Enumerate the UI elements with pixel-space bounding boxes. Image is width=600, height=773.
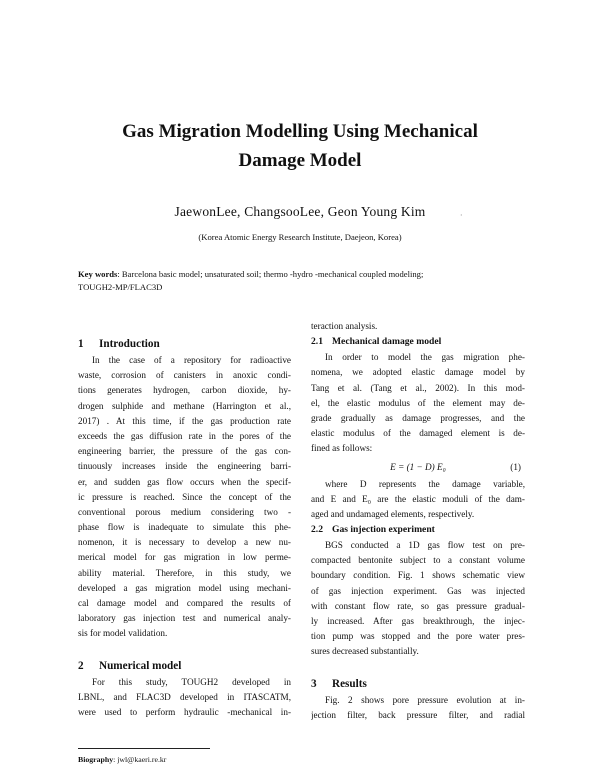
mechanical-damage-body (311, 350, 525, 456)
affiliation: (Korea Atomic Energy Research Institute, Daejeon, Korea) (198, 232, 402, 242)
paragraph-line: grade gradually as damage progresses, and the (311, 412, 525, 423)
paragraph-line: BGS conducted a 1D gas flow test on pre- (325, 540, 525, 551)
paper-title-line-1: Gas Migration Modelling Using Mechanical (122, 121, 478, 142)
paragraph-line: developed a gas migration model using mechani- (78, 582, 291, 593)
footnote-label: Biography (78, 755, 114, 764)
paragraph-line: nomenon, it is necessary to develop a new nu- (78, 537, 291, 548)
paragraph-line: fined as follows: (311, 443, 373, 454)
paragraph-line: cal damage model and compared the results of (78, 598, 291, 608)
paragraph-line: el, the elastic modulus of the element may de- (311, 397, 525, 408)
results-body (311, 693, 525, 723)
paragraph-line: laboratory gas injection test and numerical analy- (78, 613, 291, 624)
paragraph-line: compacted bentonite subject to a constant volume (311, 555, 525, 566)
introduction-body (78, 353, 291, 642)
paragraph-line: phase flow is inadequate to simulate this phe- (78, 522, 291, 533)
left-column (78, 335, 291, 720)
paragraph-line: sis for model validation. (78, 628, 168, 639)
paragraph-line: exceeds the gas diffusion rate in the pores of the (78, 430, 291, 441)
paragraph-line: boundary condition. Fig. 1 shows schematic view (311, 570, 525, 581)
paragraph-line: tinuously increases inside the engineering barri- (78, 461, 291, 472)
footnote-text: : jwl@kaeri.re.kr (113, 755, 167, 764)
paper-title-line-2: Damage Model (238, 150, 362, 171)
section-heading-mechanical-damage: 2.1 Mechanical damage model (311, 336, 442, 348)
footnote-rule (78, 748, 210, 749)
paragraph-line: ic pressure is reached. Since the concept of the (78, 491, 291, 502)
paragraph-line: with constant flow rate, so gas pressure gradual- (311, 600, 525, 611)
gas-injection-body (311, 538, 525, 660)
paragraph-line: elastic modulus of the damaged element is de- (311, 428, 525, 439)
paragraph-line: tion pump was stopped and the pore water pres- (311, 631, 525, 642)
paragraph-line: In the case of a repository for radioactive (92, 355, 291, 365)
paragraph-line: conventional porous medium considering two - (78, 506, 291, 517)
keywords-line-1: : Barcelona basic model; unsaturated soil; thermo -hydro -mechanical coupled modeling; (117, 269, 424, 279)
paragraph-line: Fig. 2 shows pore pressure evolution at in- (325, 694, 525, 705)
keywords-label: Key words (78, 269, 118, 279)
paragraph-line: For this study, TOUGH2 developed in (92, 676, 291, 687)
section-heading-results: 3 Results (311, 677, 367, 690)
equation-number: (1) (510, 461, 521, 472)
paragraph-line: er, and sudden gas flow occurs when the specif- (78, 476, 291, 487)
stray-mark: · (460, 211, 463, 220)
paragraph-line: where D represents the damage variable, (325, 478, 525, 489)
equation-explanation (311, 477, 525, 523)
paragraph-line: jection filter, back pressure filter, and radial (311, 709, 525, 720)
paragraph-line: were used to perform hydraulic -mechanical in- (78, 706, 291, 717)
equation-text: E = (1 − D) E₀ (390, 461, 446, 472)
section-heading-gas-injection: 2.2 Gas injection experiment (311, 524, 435, 536)
paragraph-line: drogen sulphide and methane (Harrington et al., (78, 400, 291, 411)
paragraph-line: ability material. Therefore, in this study, we (78, 567, 291, 578)
paragraph-line: and E and E₀ are the elastic moduli of the dam- (311, 493, 525, 504)
numerical-model-body (78, 675, 291, 721)
paragraph-line: aged and undamaged elements, respectively. (311, 508, 475, 519)
paragraph-line: Tang et al. (Tang et al., 2002). In this mod- (311, 382, 525, 393)
keywords-block (78, 268, 528, 294)
paragraph-line: tions generates hydrogen, carbon dioxide, hy- (78, 385, 291, 396)
section-heading-numerical-model: 2 Numerical model (78, 659, 182, 672)
paragraph-line: teraction analysis. (311, 321, 378, 331)
keywords-line-2: TOUGH2-MP/FLAC3D (78, 282, 163, 292)
paragraph-line: sures decreased substantially. (311, 646, 419, 657)
right-column (311, 319, 525, 723)
footnote (78, 755, 166, 764)
paragraph-line: 2017) . At this time, if the gas production rate (78, 415, 291, 426)
equation-1 (311, 457, 525, 477)
paragraph-line: nomena, we adopted elastic damage model by (311, 367, 525, 378)
paragraph-line: engineering barrier, the pressure of the gas con- (78, 446, 291, 457)
paragraph-line: merical model for gas migration in low perme- (78, 552, 291, 563)
section-heading-introduction: 1 Introduction (78, 338, 160, 350)
paragraph-line: ly increased. After gas breakthrough, the injec- (311, 616, 525, 626)
paragraph-line: LBNL, and FLAC3D developed in ITASCATM, (78, 691, 291, 702)
paragraph-line: of gas injection experiment. Gas was injected (311, 585, 525, 596)
paragraph-line: In order to model the gas migration phe- (325, 352, 525, 363)
paragraph-line: waste, corrosion of canisters in anoxic condi- (78, 370, 291, 381)
authors: JaewonLee, ChangsooLee, Geon Young Kim (174, 204, 426, 219)
